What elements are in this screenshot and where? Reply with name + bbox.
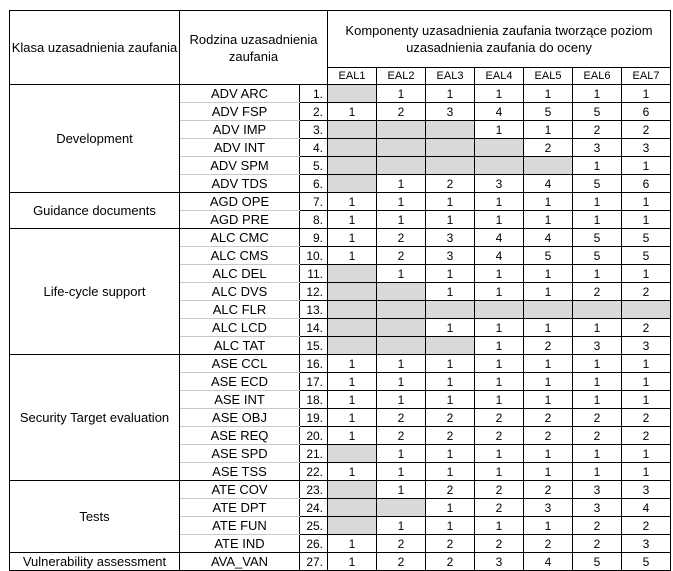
level-cell-eal6: 2 <box>573 427 622 445</box>
level-cell-eal1: 1 <box>328 391 377 409</box>
level-cell-eal2 <box>377 283 426 301</box>
level-cell-eal6: 1 <box>573 355 622 373</box>
level-cell-eal3: 2 <box>426 553 475 571</box>
row-number: 16. <box>300 355 328 373</box>
level-cell-eal2: 1 <box>377 517 426 535</box>
level-cell-eal5: 1 <box>524 211 573 229</box>
family-cell: ASE OBJ <box>180 409 300 427</box>
level-cell-eal3 <box>426 301 475 319</box>
level-cell-eal1 <box>328 283 377 301</box>
level-cell-eal7 <box>622 301 671 319</box>
family-cell: ADV TDS <box>180 175 300 193</box>
level-cell-eal7: 5 <box>622 553 671 571</box>
level-cell-eal5: 1 <box>524 391 573 409</box>
level-cell-eal2: 2 <box>377 229 426 247</box>
class-cell: Development <box>10 85 180 193</box>
level-cell-eal1 <box>328 265 377 283</box>
row-number: 22. <box>300 463 328 481</box>
level-cell-eal7: 3 <box>622 535 671 553</box>
level-cell-eal3: 1 <box>426 445 475 463</box>
level-cell-eal6: 2 <box>573 409 622 427</box>
family-cell: AVA_VAN <box>180 553 300 571</box>
level-cell-eal3: 1 <box>426 283 475 301</box>
level-cell-eal3: 1 <box>426 463 475 481</box>
level-cell-eal2: 1 <box>377 463 426 481</box>
level-cell-eal7: 4 <box>622 499 671 517</box>
level-cell-eal3: 1 <box>426 193 475 211</box>
level-cell-eal4: 1 <box>475 517 524 535</box>
level-cell-eal3 <box>426 139 475 157</box>
row-number: 1. <box>300 85 328 103</box>
family-cell: ALC DVS <box>180 283 300 301</box>
level-cell-eal5: 1 <box>524 463 573 481</box>
level-cell-eal6: 2 <box>573 517 622 535</box>
level-cell-eal1: 1 <box>328 553 377 571</box>
level-cell-eal7: 1 <box>622 373 671 391</box>
level-cell-eal4: 1 <box>475 355 524 373</box>
family-cell: AGD OPE <box>180 193 300 211</box>
level-cell-eal3 <box>426 157 475 175</box>
level-cell-eal6: 2 <box>573 283 622 301</box>
level-cell-eal2: 2 <box>377 103 426 121</box>
level-cell-eal4: 3 <box>475 175 524 193</box>
level-cell-eal2: 1 <box>377 445 426 463</box>
level-cell-eal5: 3 <box>524 499 573 517</box>
level-cell-eal4: 1 <box>475 193 524 211</box>
level-cell-eal6: 1 <box>573 211 622 229</box>
level-cell-eal6: 1 <box>573 373 622 391</box>
family-cell: ASE ECD <box>180 373 300 391</box>
row-number: 10. <box>300 247 328 265</box>
level-cell-eal3: 1 <box>426 319 475 337</box>
level-cell-eal5: 1 <box>524 85 573 103</box>
class-cell: Security Target evaluation <box>10 355 180 481</box>
level-cell-eal1: 1 <box>328 373 377 391</box>
level-cell-eal2: 1 <box>377 193 426 211</box>
level-cell-eal4: 1 <box>475 211 524 229</box>
level-cell-eal6: 5 <box>573 175 622 193</box>
level-cell-eal3: 3 <box>426 247 475 265</box>
level-cell-eal6: 3 <box>573 337 622 355</box>
row-number: 20. <box>300 427 328 445</box>
level-cell-eal6: 1 <box>573 265 622 283</box>
family-cell: ATE FUN <box>180 517 300 535</box>
level-cell-eal5: 4 <box>524 229 573 247</box>
level-cell-eal4 <box>475 301 524 319</box>
row-number: 26. <box>300 535 328 553</box>
level-cell-eal6: 1 <box>573 445 622 463</box>
family-cell: ADV FSP <box>180 103 300 121</box>
header-level-eal2: EAL2 <box>377 68 426 85</box>
row-number: 24. <box>300 499 328 517</box>
level-cell-eal1 <box>328 517 377 535</box>
row-number: 4. <box>300 139 328 157</box>
level-cell-eal2: 2 <box>377 535 426 553</box>
row-number: 12. <box>300 283 328 301</box>
level-cell-eal3: 1 <box>426 517 475 535</box>
level-cell-eal3: 1 <box>426 373 475 391</box>
class-cell: Life-cycle support <box>10 229 180 355</box>
level-cell-eal6 <box>573 301 622 319</box>
level-cell-eal3: 1 <box>426 265 475 283</box>
level-cell-eal4: 1 <box>475 337 524 355</box>
family-cell: ALC LCD <box>180 319 300 337</box>
level-cell-eal6: 1 <box>573 463 622 481</box>
family-cell: ADV INT <box>180 139 300 157</box>
level-cell-eal2: 2 <box>377 553 426 571</box>
level-cell-eal6: 1 <box>573 391 622 409</box>
level-cell-eal5: 1 <box>524 121 573 139</box>
level-cell-eal4: 2 <box>475 427 524 445</box>
level-cell-eal5: 2 <box>524 481 573 499</box>
level-cell-eal5 <box>524 157 573 175</box>
level-cell-eal2 <box>377 337 426 355</box>
family-cell: ADV ARC <box>180 85 300 103</box>
table-row <box>10 553 671 571</box>
level-cell-eal2: 1 <box>377 481 426 499</box>
level-cell-eal4: 1 <box>475 373 524 391</box>
level-cell-eal7: 2 <box>622 427 671 445</box>
level-cell-eal4: 1 <box>475 283 524 301</box>
level-cell-eal6: 2 <box>573 121 622 139</box>
row-number: 27. <box>300 553 328 571</box>
level-cell-eal7: 1 <box>622 463 671 481</box>
family-cell: ASE CCL <box>180 355 300 373</box>
level-cell-eal1 <box>328 445 377 463</box>
level-cell-eal7: 1 <box>622 193 671 211</box>
level-cell-eal4: 4 <box>475 247 524 265</box>
level-cell-eal3 <box>426 121 475 139</box>
family-cell: ALC DEL <box>180 265 300 283</box>
level-cell-eal3: 2 <box>426 481 475 499</box>
level-cell-eal3 <box>426 337 475 355</box>
family-cell: AGD PRE <box>180 211 300 229</box>
family-cell: ALC FLR <box>180 301 300 319</box>
level-cell-eal6: 1 <box>573 319 622 337</box>
level-cell-eal2: 2 <box>377 427 426 445</box>
row-number: 17. <box>300 373 328 391</box>
level-cell-eal7: 3 <box>622 139 671 157</box>
level-cell-eal1: 1 <box>328 463 377 481</box>
level-cell-eal4: 2 <box>475 409 524 427</box>
level-cell-eal1: 1 <box>328 355 377 373</box>
row-number: 2. <box>300 103 328 121</box>
level-cell-eal4 <box>475 157 524 175</box>
level-cell-eal6: 5 <box>573 103 622 121</box>
row-number: 21. <box>300 445 328 463</box>
level-cell-eal1: 1 <box>328 211 377 229</box>
row-number: 14. <box>300 319 328 337</box>
level-cell-eal5: 1 <box>524 319 573 337</box>
level-cell-eal1: 1 <box>328 103 377 121</box>
level-cell-eal5: 2 <box>524 427 573 445</box>
level-cell-eal6: 3 <box>573 481 622 499</box>
row-number: 23. <box>300 481 328 499</box>
level-cell-eal3: 1 <box>426 391 475 409</box>
header-level-eal6: EAL6 <box>573 68 622 85</box>
level-cell-eal6: 2 <box>573 535 622 553</box>
level-cell-eal1 <box>328 157 377 175</box>
level-cell-eal4: 1 <box>475 463 524 481</box>
level-cell-eal4: 1 <box>475 265 524 283</box>
table-row <box>10 193 671 211</box>
level-cell-eal1: 1 <box>328 409 377 427</box>
level-cell-eal6: 5 <box>573 553 622 571</box>
level-cell-eal6: 3 <box>573 499 622 517</box>
row-number: 13. <box>300 301 328 319</box>
row-number: 11. <box>300 265 328 283</box>
level-cell-eal7: 2 <box>622 283 671 301</box>
level-cell-eal2 <box>377 121 426 139</box>
level-cell-eal5: 1 <box>524 517 573 535</box>
header-class: Klasa uzasadnienia zaufania <box>10 11 180 85</box>
level-cell-eal4: 4 <box>475 103 524 121</box>
assurance-table <box>9 10 671 571</box>
header-components: Komponenty uzasadnienia zaufania tworzące poziom uzasadnienia zaufania do oceny <box>328 11 671 68</box>
level-cell-eal3: 1 <box>426 85 475 103</box>
family-cell: ALC CMS <box>180 247 300 265</box>
family-cell: ASE TSS <box>180 463 300 481</box>
level-cell-eal5: 5 <box>524 103 573 121</box>
level-cell-eal5: 1 <box>524 445 573 463</box>
level-cell-eal2: 1 <box>377 391 426 409</box>
level-cell-eal2: 1 <box>377 85 426 103</box>
level-cell-eal4: 2 <box>475 499 524 517</box>
row-number: 3. <box>300 121 328 139</box>
family-cell: ALC CMC <box>180 229 300 247</box>
class-cell: Tests <box>10 481 180 553</box>
row-number: 15. <box>300 337 328 355</box>
level-cell-eal5: 1 <box>524 265 573 283</box>
level-cell-eal2: 2 <box>377 247 426 265</box>
family-cell: ATE COV <box>180 481 300 499</box>
level-cell-eal2: 1 <box>377 211 426 229</box>
level-cell-eal4: 1 <box>475 391 524 409</box>
level-cell-eal2: 1 <box>377 265 426 283</box>
level-cell-eal5 <box>524 301 573 319</box>
header-level-eal7: EAL7 <box>622 68 671 85</box>
level-cell-eal7: 1 <box>622 445 671 463</box>
level-cell-eal3: 3 <box>426 229 475 247</box>
family-cell: ALC TAT <box>180 337 300 355</box>
table-row <box>10 481 671 499</box>
level-cell-eal4: 1 <box>475 85 524 103</box>
level-cell-eal4: 1 <box>475 121 524 139</box>
level-cell-eal1 <box>328 481 377 499</box>
level-cell-eal2 <box>377 157 426 175</box>
level-cell-eal3: 3 <box>426 103 475 121</box>
row-number: 8. <box>300 211 328 229</box>
level-cell-eal5: 1 <box>524 283 573 301</box>
row-number: 18. <box>300 391 328 409</box>
level-cell-eal1 <box>328 139 377 157</box>
level-cell-eal5: 2 <box>524 409 573 427</box>
level-cell-eal6: 1 <box>573 157 622 175</box>
header-level-eal1: EAL1 <box>328 68 377 85</box>
row-number: 5. <box>300 157 328 175</box>
level-cell-eal4: 2 <box>475 535 524 553</box>
level-cell-eal7: 2 <box>622 319 671 337</box>
table-row <box>10 355 671 373</box>
level-cell-eal7: 3 <box>622 481 671 499</box>
table-row <box>10 229 671 247</box>
family-cell: ASE SPD <box>180 445 300 463</box>
level-cell-eal5: 4 <box>524 175 573 193</box>
level-cell-eal7: 2 <box>622 121 671 139</box>
level-cell-eal7: 1 <box>622 391 671 409</box>
level-cell-eal5: 2 <box>524 337 573 355</box>
level-cell-eal7: 1 <box>622 355 671 373</box>
family-cell: ADV IMP <box>180 121 300 139</box>
header-level-eal5: EAL5 <box>524 68 573 85</box>
family-cell: ADV SPM <box>180 157 300 175</box>
level-cell-eal6: 5 <box>573 247 622 265</box>
family-cell: ASE REQ <box>180 427 300 445</box>
level-cell-eal5: 1 <box>524 373 573 391</box>
level-cell-eal1: 1 <box>328 193 377 211</box>
level-cell-eal1 <box>328 85 377 103</box>
header-family: Rodzina uzasadnienia zaufania <box>180 11 328 85</box>
class-cell: Guidance documents <box>10 193 180 229</box>
level-cell-eal1 <box>328 337 377 355</box>
level-cell-eal5: 5 <box>524 247 573 265</box>
level-cell-eal6: 1 <box>573 85 622 103</box>
level-cell-eal7: 1 <box>622 211 671 229</box>
level-cell-eal3: 1 <box>426 211 475 229</box>
level-cell-eal4: 1 <box>475 445 524 463</box>
level-cell-eal2 <box>377 301 426 319</box>
level-cell-eal3: 2 <box>426 535 475 553</box>
level-cell-eal2: 2 <box>377 409 426 427</box>
row-number: 19. <box>300 409 328 427</box>
level-cell-eal1: 1 <box>328 229 377 247</box>
level-cell-eal1 <box>328 121 377 139</box>
level-cell-eal7: 1 <box>622 85 671 103</box>
header-level-eal3: EAL3 <box>426 68 475 85</box>
level-cell-eal7: 3 <box>622 337 671 355</box>
level-cell-eal4: 1 <box>475 319 524 337</box>
level-cell-eal1: 1 <box>328 427 377 445</box>
level-cell-eal4: 4 <box>475 229 524 247</box>
level-cell-eal4: 2 <box>475 481 524 499</box>
level-cell-eal7: 2 <box>622 517 671 535</box>
level-cell-eal2: 1 <box>377 355 426 373</box>
level-cell-eal3: 1 <box>426 499 475 517</box>
level-cell-eal5: 1 <box>524 355 573 373</box>
level-cell-eal3: 2 <box>426 175 475 193</box>
header-level-eal4: EAL4 <box>475 68 524 85</box>
row-number: 25. <box>300 517 328 535</box>
level-cell-eal3: 1 <box>426 355 475 373</box>
level-cell-eal7: 2 <box>622 409 671 427</box>
level-cell-eal6: 1 <box>573 193 622 211</box>
level-cell-eal2 <box>377 139 426 157</box>
level-cell-eal5: 2 <box>524 535 573 553</box>
level-cell-eal3: 2 <box>426 427 475 445</box>
level-cell-eal6: 5 <box>573 229 622 247</box>
class-cell: Vulnerability assessment <box>10 553 180 571</box>
level-cell-eal7: 1 <box>622 157 671 175</box>
level-cell-eal5: 2 <box>524 139 573 157</box>
level-cell-eal2: 1 <box>377 175 426 193</box>
level-cell-eal4: 3 <box>475 553 524 571</box>
level-cell-eal6: 3 <box>573 139 622 157</box>
level-cell-eal2 <box>377 499 426 517</box>
level-cell-eal1: 1 <box>328 535 377 553</box>
family-cell: ASE INT <box>180 391 300 409</box>
row-number: 7. <box>300 193 328 211</box>
family-cell: ATE DPT <box>180 499 300 517</box>
table-row <box>10 85 671 103</box>
level-cell-eal3: 2 <box>426 409 475 427</box>
row-number: 9. <box>300 229 328 247</box>
level-cell-eal7: 6 <box>622 175 671 193</box>
level-cell-eal1 <box>328 175 377 193</box>
level-cell-eal7: 6 <box>622 103 671 121</box>
level-cell-eal1 <box>328 499 377 517</box>
family-cell: ATE IND <box>180 535 300 553</box>
level-cell-eal4 <box>475 139 524 157</box>
level-cell-eal2: 1 <box>377 373 426 391</box>
level-cell-eal5: 4 <box>524 553 573 571</box>
level-cell-eal1 <box>328 301 377 319</box>
level-cell-eal5: 1 <box>524 193 573 211</box>
row-number: 6. <box>300 175 328 193</box>
level-cell-eal1: 1 <box>328 247 377 265</box>
level-cell-eal2 <box>377 319 426 337</box>
level-cell-eal7: 5 <box>622 229 671 247</box>
level-cell-eal7: 5 <box>622 247 671 265</box>
level-cell-eal1 <box>328 319 377 337</box>
level-cell-eal7: 1 <box>622 265 671 283</box>
